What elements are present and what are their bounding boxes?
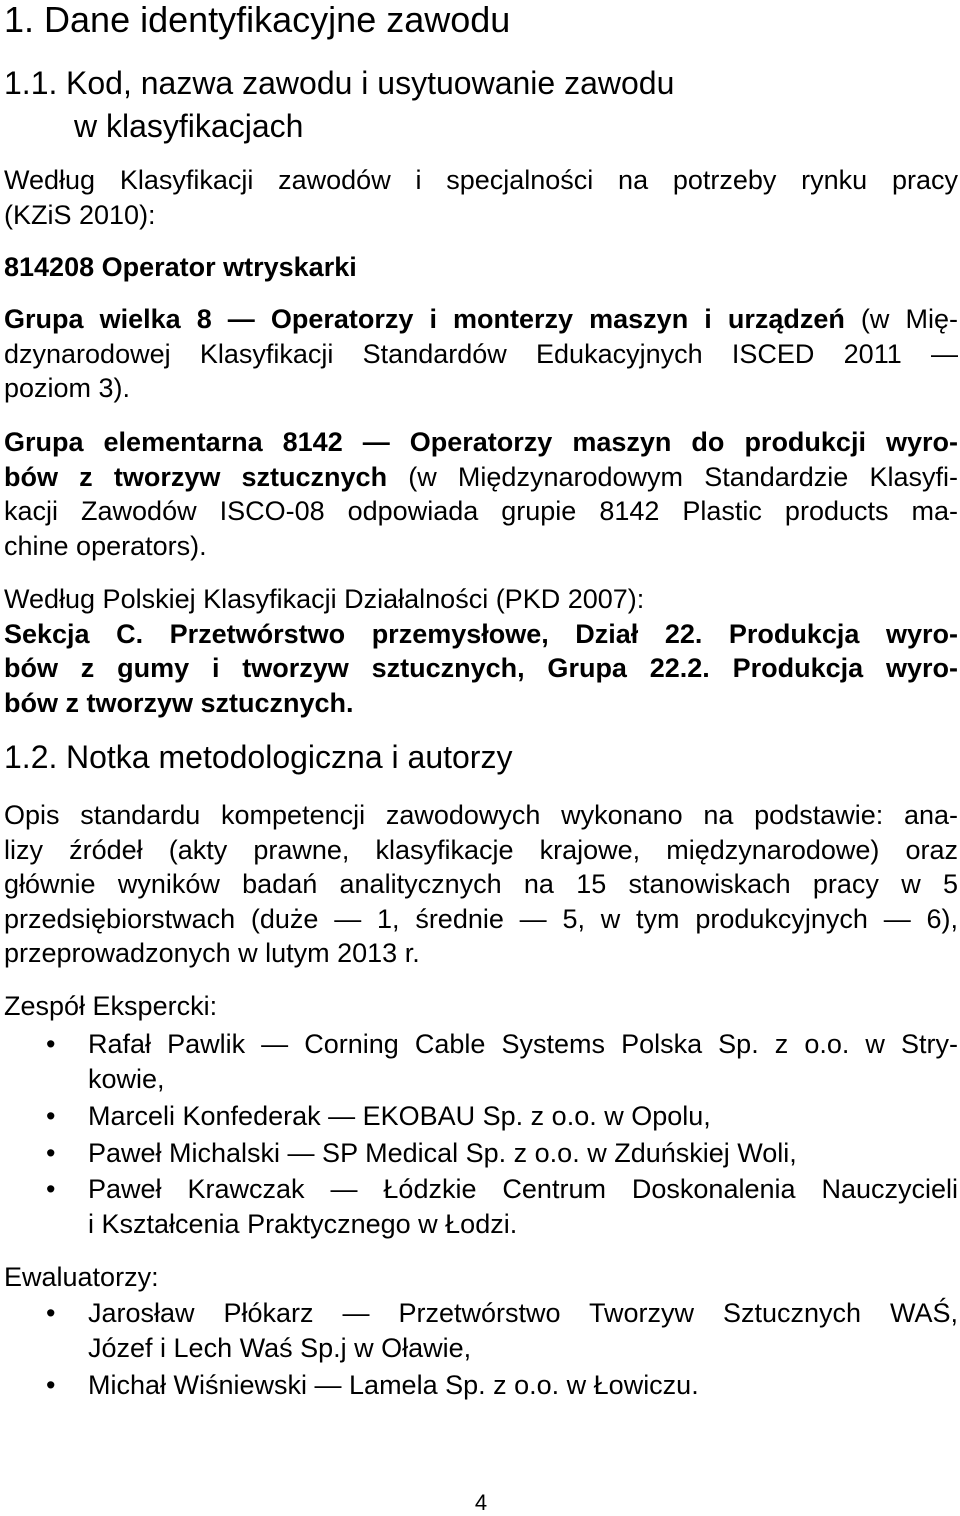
grupa-elementarna-bold2: bów z tworzyw sztucznych [4, 461, 388, 492]
opis-line5: przeprowadzonych w lutym 2013 r. [4, 938, 420, 968]
list-item: • Marceli Konfederak — EKOBAU Sp. z o.o. w Opolu, [4, 1099, 958, 1134]
section-1-2-title: Notka metodologiczna i autorzy [66, 739, 513, 775]
bullet-icon: • [46, 1101, 56, 1131]
opis-line3: głównie wyników badań analitycznych na 15 stanowiskach pracy w 5 [4, 869, 958, 899]
bullet-icon: • [46, 1137, 56, 1168]
opis-line4: przedsiębiorstwach (duże — 1, średnie — 5, w tym produkcyjnych — 6), [4, 903, 958, 934]
pkd-line2: Sekcja C. Przetwórstwo przemysłowe, Dział 22. Produkcja wyro- [4, 618, 958, 649]
section-1-1-number: 1.1. [4, 65, 58, 101]
heading-dane-identyfikacyjne: 1. Dane identyfikacyjne zawodu [4, 0, 511, 40]
list-item: • Michał Wiśniewski — Lamela Sp. z o.o. w Łowiczu. [4, 1368, 958, 1403]
grupa-wielka-rest: (w Mię- [844, 304, 958, 334]
grupa-wielka-paragraph [4, 302, 958, 406]
pkd-line3: bów z gumy i tworzyw sztucznych, Grupa 22.2. Produkcja wyro- [4, 653, 958, 683]
grupa-elementarna-line4: chine operators). [4, 530, 207, 561]
list-item: • Paweł Krawczak — Łódzkie Centrum Doskonalenia Nauczycieli i Kształcenia Praktycznego w Łodzi. [46, 1174, 958, 1239]
pkd-line1: Według Polskiej Klasyfikacji Działalności (PKD 2007): [4, 584, 645, 614]
grupa-elementarna-line3: kacji Zawodów ISCO-08 odpowiada grupie 8142 Plastic products ma- [4, 496, 958, 526]
grupa-elementarna-rest2: (w Międzynarodowym Standardzie Klasyfi- [387, 461, 958, 492]
list-item: • Jarosław Płókarz — Przetwórstwo Tworzyw Sztucznych WAŚ, Józef i Lech Waś Sp.j w Oławie, [46, 1298, 958, 1363]
bullet-icon: • [46, 1174, 56, 1204]
section-1-1-title-line1: Kod, nazwa zawodu i usytuowanie zawodu [66, 65, 675, 101]
kzis-paragraph [4, 163, 958, 232]
grupa-elementarna-paragraph [4, 425, 958, 563]
opis-line1: Opis standardu kompetencji zawodowych wykonano na podstawie: ana- [4, 800, 958, 830]
pkd-line4: bów z tworzyw sztucznych. [4, 687, 354, 718]
list-item: • Rafał Pawlik — Corning Cable Systems Polska Sp. z o.o. w Stry- kowie, [46, 1029, 958, 1094]
kzis-line2: (KZiS 2010): [4, 199, 156, 230]
opis-line2: lizy źródeł (akty prawne, klasyfikacje krajowe, międzynarodowe) oraz [4, 834, 958, 865]
grupa-wielka-line3: poziom 3). [4, 373, 131, 403]
bullet-icon: • [46, 1029, 56, 1059]
heading-section-1-2 [4, 736, 512, 779]
section-1-1-title-line2: w klasyfikacjach [74, 108, 304, 144]
page-number: 4 [474, 1490, 488, 1515]
pkd-paragraph [4, 582, 958, 720]
bullet-icon: • [46, 1298, 56, 1328]
kzis-line1: Według Klasyfikacji zawodów i specjalności na potrzeby rynku pracy [4, 165, 958, 195]
occupation-code-name: 814208 Operator wtryskarki [4, 252, 357, 282]
grupa-wielka-bold: Grupa wielka 8 — Operatorzy i monterzy maszyn i urządzeń [4, 304, 845, 334]
zespol-list [4, 1027, 958, 1241]
ewaluatorzy-list [4, 1296, 958, 1403]
ewaluatorzy-label: Ewaluatorzy: [4, 1262, 159, 1292]
opis-paragraph [4, 798, 958, 971]
section-1-2-number: 1.2. [4, 739, 58, 775]
grupa-wielka-line2: dzynarodowej Klasyfikacji Standardów Edukacyjnych ISCED 2011 — [4, 338, 958, 369]
bullet-icon: • [46, 1370, 56, 1400]
zespol-label: Zespół Ekspercki: [4, 991, 218, 1021]
grupa-elementarna-line1: Grupa elementarna 8142 — Operatorzy maszyn do produkcji wyro- [4, 427, 958, 457]
heading-section-1-1 [4, 62, 674, 148]
list-item: • Paweł Michalski — SP Medical Sp. z o.o. w Zduńskiej Woli, [4, 1136, 958, 1171]
